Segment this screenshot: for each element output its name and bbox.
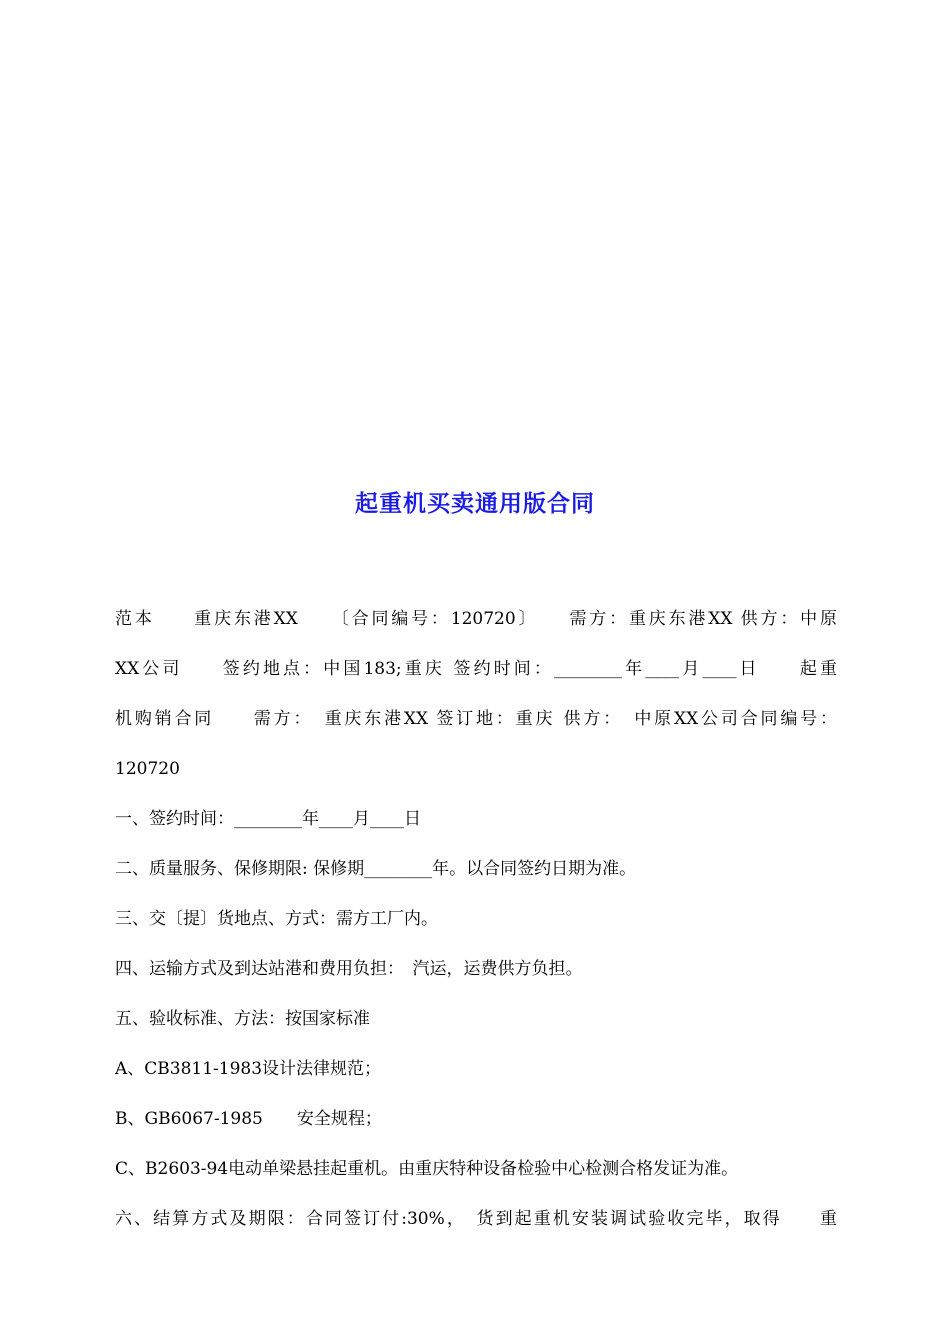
clause-transport: 四、运输方式及到达站港和费用负担： 汽运，运费供方负担。 [115, 959, 583, 979]
paragraph-line-4: 120720 [115, 759, 180, 779]
paragraph-line-3: 机购销合同 需方： 重庆东港XX 签订地：重庆 供方： 中原XX公司合同编号： [115, 709, 837, 729]
standard-item-a: A、CB3811-1983设计法律规范； [115, 1059, 382, 1079]
clause-delivery-location: 三、交〔提〕货地点、方式：需方工厂内。 [115, 909, 438, 929]
clause-signing-time: 一、签约时间：________年____月____日 [115, 809, 421, 829]
standard-item-c: C、B2603-94电动单梁悬挂起重机。由重庆特种设备检验中心检测合格发证为准。 [115, 1159, 739, 1179]
document-title: 起重机买卖通用版合同 [355, 491, 595, 517]
clause-warranty: 二、质量服务、保修期限: 保修期________年。以合同签约日期为准。 [115, 859, 637, 879]
paragraph-line-1: 范本 重庆东港XX 〔合同编号：120720〕 需方：重庆东港XX 供方：中原 [115, 609, 837, 629]
clause-settlement: 六、结算方式及期限：合同签订付:30%， 货到起重机安装调试验收完毕，取得 重 [115, 1209, 837, 1229]
document-body [115, 603, 837, 1253]
paragraph-line-2: XX公司 签约地点：中国183;重庆 签约时间：________年____月____日 起重 [115, 659, 837, 679]
clause-acceptance-standard: 五、验收标准、方法：按国家标准 [115, 1009, 370, 1029]
standard-item-b: B、GB6067-1985 安全规程； [115, 1109, 382, 1129]
